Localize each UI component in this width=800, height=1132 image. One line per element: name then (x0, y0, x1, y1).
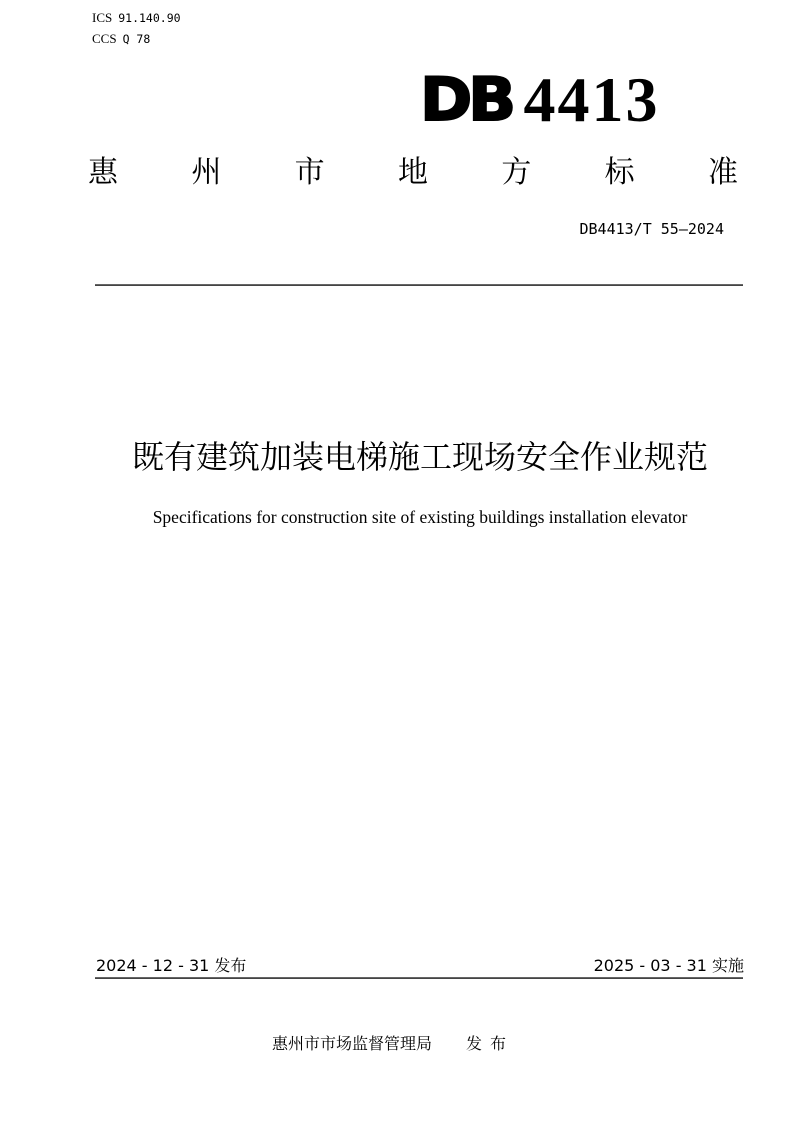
publish-date: 2024 - 12 - 31 发布 (96, 956, 247, 975)
issuer-name: 惠州市市场监督管理局 (272, 1034, 433, 1053)
document-title-chinese: 既有建筑加装电梯施工现场安全作业规范 (131, 438, 708, 476)
ics-label: ICS (92, 10, 113, 25)
standard-number: DB4413/T 55—2024 (579, 220, 724, 238)
implement-date: 2025 - 03 - 31 实施 (593, 956, 744, 975)
header-divider (95, 284, 743, 286)
issuer-action: 发布 (466, 1034, 515, 1053)
ccs-code: Q 78 (122, 32, 151, 46)
standard-type-char: 方 (501, 155, 532, 190)
ccs-classification (92, 31, 150, 47)
issuing-authority (272, 1033, 514, 1055)
standard-type-char: 标 (604, 155, 635, 190)
footer-divider (95, 977, 743, 979)
document-title-english: Specifications for construction site of existing buildings installation elevator (152, 507, 688, 527)
standard-type-char: 地 (397, 155, 428, 190)
standard-type-char: 准 (707, 155, 738, 190)
ccs-label: CCS (92, 31, 117, 46)
ics-classification (92, 10, 181, 26)
db-logo-prefix: DB (420, 65, 512, 135)
standard-type-heading (88, 153, 738, 193)
standard-type-char: 市 (294, 155, 325, 190)
ics-code: 91.140.90 (118, 11, 181, 25)
standard-type-char: 惠 (88, 155, 118, 190)
db-standard-logo (420, 64, 660, 135)
standard-type-char: 州 (191, 155, 222, 190)
db-logo-code: 4413 (523, 64, 660, 135)
